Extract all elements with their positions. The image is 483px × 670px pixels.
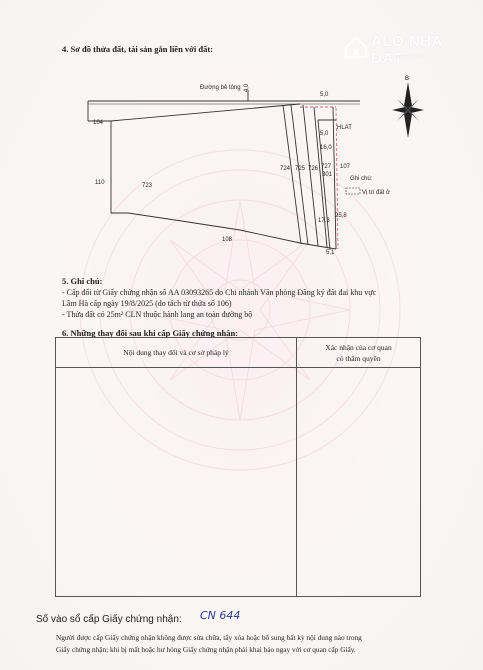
changes-table (55, 337, 421, 597)
parcel-301: 301 (322, 172, 333, 178)
col-header-authority-line2: có thẩm quyền (336, 353, 381, 363)
parcel-725: 725 (295, 166, 306, 172)
compass-rose-icon (392, 82, 424, 138)
hlat-label: HLAT (337, 125, 352, 131)
warning-line2: Giấy chứng nhận; khi bị mất hoặc hư hỏng Giấy chứng nhận phải khai báo ngay với cơ quan cấp Giấy. (56, 645, 356, 654)
logo-text: ALO NHÀ ĐẤT (371, 33, 443, 67)
legend-title: Ghi chú: (350, 176, 373, 182)
note-1b: Lâm Hà cấp ngày 19/8/2025 (do tách từ thửa số 106) (62, 299, 232, 308)
road-width: 4,0 (244, 83, 251, 93)
dim-a: 17,3 (318, 218, 330, 224)
compass-north-label: B (405, 76, 410, 82)
parcel-726: 726 (308, 166, 319, 172)
warning-text (56, 632, 456, 656)
registry-label: Số vào sổ cấp Giấy chứng nhận: (36, 614, 182, 625)
registry-number: CN 644 (200, 609, 241, 622)
parcel-108: 108 (222, 237, 233, 243)
dim-side: 25,8 (335, 213, 347, 219)
parcel-723: 723 (142, 183, 153, 189)
parcel-724: 724 (280, 166, 291, 172)
section-4-heading: 4. Sơ đồ thửa đất, tài sản gắn liền với đất: (62, 44, 214, 54)
section-6-heading: 6. Những thay đổi sau khi cấp Giấy chứng nhận: (62, 328, 239, 338)
col-header-authority-line1: Xác nhận của cơ quan (325, 342, 392, 352)
parcel-727: 727 (321, 164, 332, 170)
parcel-107: 107 (340, 164, 351, 170)
warning-line1: Người được cấp Giấy chứng nhận không được sửa chữa, tẩy xóa hoặc bổ sung bất kỳ nội dung nào trong (56, 633, 362, 642)
parcel-110: 110 (95, 180, 105, 186)
dim-5: 5,0 (320, 131, 329, 137)
table-cell-authority (297, 368, 421, 597)
col-header-authority (297, 338, 421, 368)
note-2: - Thửa đất có 25m² CLN thuộc hành lang an toàn đường bộ (62, 310, 253, 319)
table-cell-content (56, 368, 297, 597)
section-5-heading: 5. Ghi chú: (62, 276, 103, 286)
logo-domain: .com.vn (395, 52, 424, 61)
note-1: - Cấp đổi từ Giấy chứng nhận số AA 03093265 do Chi nhánh Văn phòng Đăng ký đất đai khu vực (62, 288, 377, 297)
dim-16: 16,0 (320, 145, 332, 151)
col-header-content: Nội dung thay đổi và cơ sở pháp lý (56, 338, 297, 368)
parcel-104: 104 (93, 120, 104, 126)
legend-item: Vị trí đất ở (362, 190, 390, 196)
parcel-map (0, 0, 483, 270)
dim-bottom: 5,1 (326, 250, 335, 256)
road-label: Đường bê tông (200, 85, 241, 91)
dim-top: 5,0 (320, 92, 329, 98)
